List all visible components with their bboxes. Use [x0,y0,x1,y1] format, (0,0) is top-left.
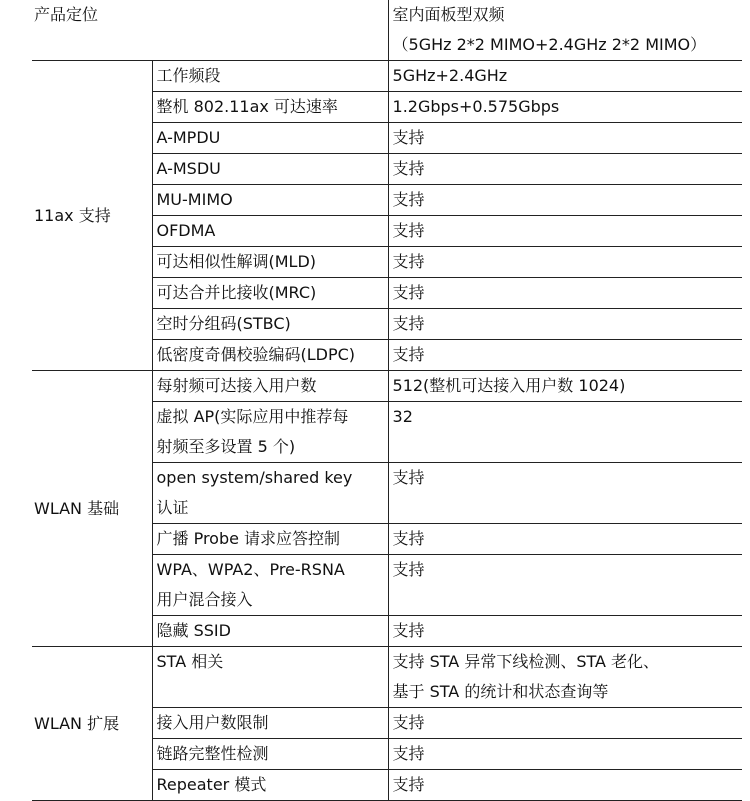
table-row [32,647,742,708]
value-cell: 支持 [388,216,742,247]
value-line: 基于 STA 的统计和状态查询等 [392,682,609,701]
feature-cell: STA 相关 [152,647,388,708]
feature-cell: 接入用户数限制 [152,708,388,739]
value-cell: 32 [388,402,742,463]
value-cell: 支持 [388,185,742,216]
value-cell: 支持 [388,278,742,309]
value-cell: 支持 [388,770,742,801]
feature-cell: 整机 802.11ax 可达速率 [152,92,388,123]
feature-line: 虚拟 AP(实际应用中推荐每 [156,407,349,426]
value-cell: 512(整机可达接入用户数 1024) [388,371,742,402]
feature-cell: 每射频可达接入用户数 [152,371,388,402]
feature-cell [152,555,388,616]
feature-cell: A-MPDU [152,123,388,154]
category-cell: 11ax 支持 [32,61,152,371]
value-cell: 支持 [388,739,742,770]
feature-line: 认证 [156,498,189,517]
feature-cell: 空时分组码(STBC) [152,309,388,340]
spec-table [32,0,742,801]
value-cell: 支持 [388,309,742,340]
product-label: 产品定位 [32,0,388,61]
feature-cell: 可达相似性解调(MLD) [152,247,388,278]
feature-cell: Repeater 模式 [152,770,388,801]
table-row [32,371,742,402]
product-value [388,0,742,61]
feature-cell: 低密度奇偶校验编码(LDPC) [152,340,388,371]
value-cell: 支持 [388,708,742,739]
value-cell: 支持 [388,154,742,185]
feature-line: 射频至多设置 5 个) [156,437,296,456]
table-row [32,61,742,92]
product-value-line: （5GHz 2*2 MIMO+2.4GHz 2*2 MIMO） [392,35,707,54]
feature-cell [152,463,388,524]
table-row [32,0,742,61]
feature-cell: A-MSDU [152,154,388,185]
feature-line: WPA、WPA2、Pre-RSNA [156,560,345,579]
value-cell: 支持 [388,247,742,278]
category-cell: WLAN 基础 [32,371,152,647]
feature-cell: 广播 Probe 请求应答控制 [152,524,388,555]
value-cell: 1.2Gbps+0.575Gbps [388,92,742,123]
feature-cell: 工作频段 [152,61,388,92]
feature-cell: MU-MIMO [152,185,388,216]
value-cell: 支持 [388,555,742,616]
feature-cell: OFDMA [152,216,388,247]
value-cell: 5GHz+2.4GHz [388,61,742,92]
feature-line: 用户混合接入 [156,590,253,609]
feature-cell: 隐藏 SSID [152,616,388,647]
value-cell: 支持 [388,123,742,154]
value-line: 支持 STA 异常下线检测、STA 老化、 [392,652,660,671]
value-cell: 支持 [388,616,742,647]
category-cell: WLAN 扩展 [32,647,152,801]
value-cell: 支持 [388,340,742,371]
feature-cell: 链路完整性检测 [152,739,388,770]
value-cell: 支持 [388,463,742,524]
value-cell: 支持 [388,524,742,555]
product-value-line: 室内面板型双频 [392,5,505,24]
feature-cell: 可达合并比接收(MRC) [152,278,388,309]
feature-line: open system/shared key [156,468,353,487]
value-cell [388,647,742,708]
feature-cell [152,402,388,463]
